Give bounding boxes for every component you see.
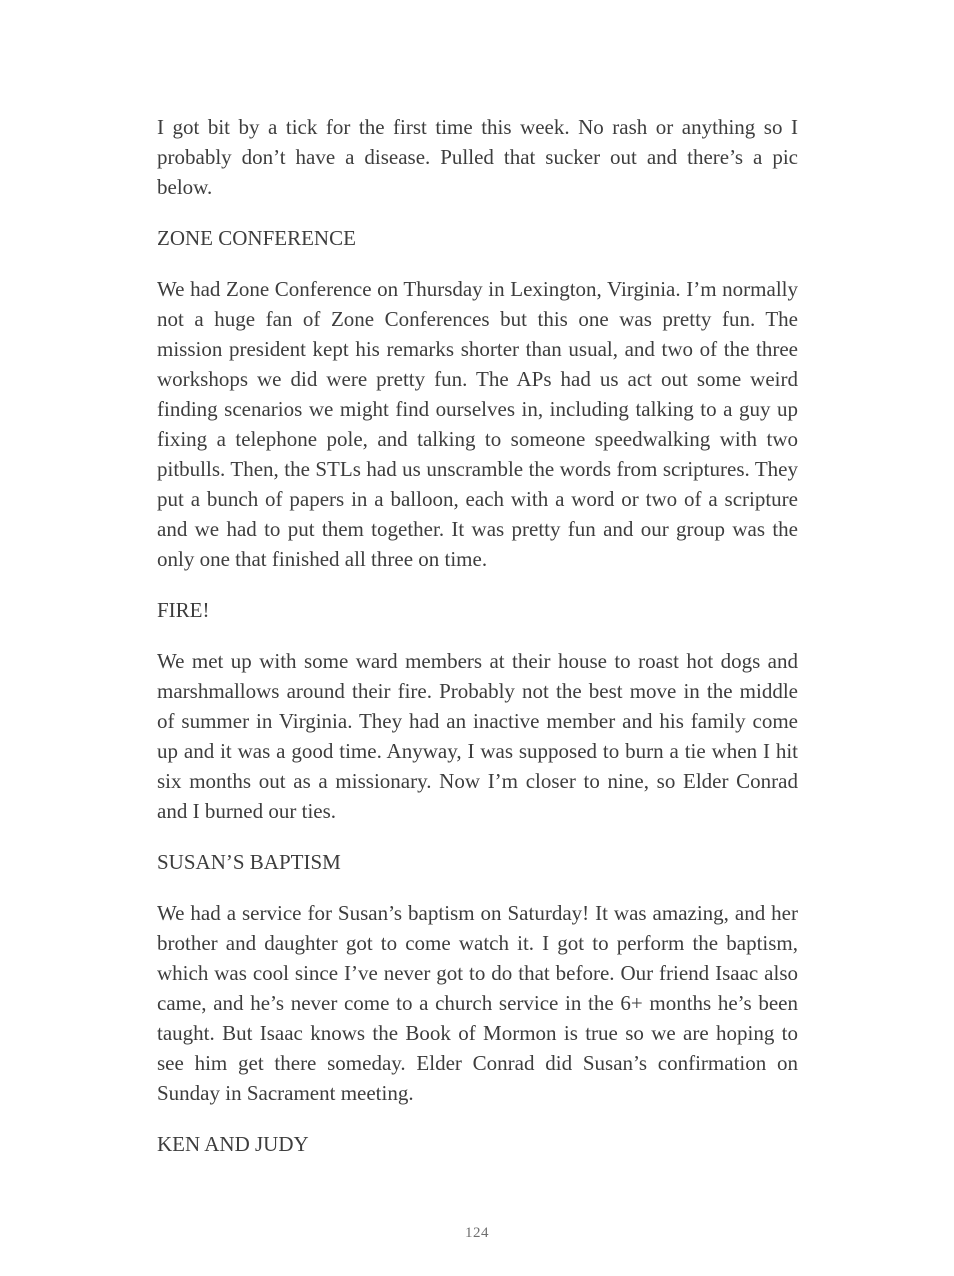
heading-zone-conference: ZONE CONFERENCE (157, 226, 356, 250)
heading-ken-and-judy: KEN AND JUDY (157, 1132, 309, 1156)
heading-fire: FIRE! (157, 598, 210, 622)
page-content (157, 112, 798, 1180)
paragraph-fire: We met up with some ward members at their house to roast hot dogs and marshmallows around their fire. Probably not the best move in the middle of summer in Virginia. They had an inactive member and his family come up and it was a good time. Anyway, I was supposed to burn a tie when I hit six months out as a missionary. Now I’m closer to nine, so Elder Conrad and I burned our ties. (157, 649, 798, 823)
heading-susans-baptism: SUSAN’S BAPTISM (157, 850, 341, 874)
page-footer (0, 1224, 954, 1242)
paragraph-tick-story: I got bit by a tick for the first time this week. No rash or anything so I probably don’t have a disease. Pulled that sucker out and there’s a pic below. (157, 115, 798, 199)
paragraph-susans-baptism: We had a service for Susan’s baptism on Saturday! It was amazing, and her brother and daughter got to come watch it. I got to perform the baptism, which was cool since I’ve never got to do that before. Our friend Isaac also came, and he’s never come to a church service in the 6+ months he’s been taught. But Isaac knows the Book of Mormon is true so we are hoping to see him get there someday. Elder Conrad did Susan’s confirmation on Sunday in Sacrament meeting. (157, 901, 798, 1105)
page-number: 124 (465, 1225, 489, 1241)
paragraph-zone-conference: We had Zone Conference on Thursday in Lexington, Virginia. I’m normally not a huge fan of Zone Conferences but this one was pretty fun. The mission president kept his remarks shorter than usual, and two of the three workshops we did were pretty fun. The APs had us act out some weird finding scenarios we might find ourselves in, including talking to a guy up fixing a telephone pole, and talking to someone speedwalking with two pitbulls. Then, the STLs had us unscramble the words from scriptures. They put a bunch of papers in a balloon, each with a word or two of a scripture and we had to put them together. It was pretty fun and our group was the only one that finished all three on time. (157, 277, 798, 571)
